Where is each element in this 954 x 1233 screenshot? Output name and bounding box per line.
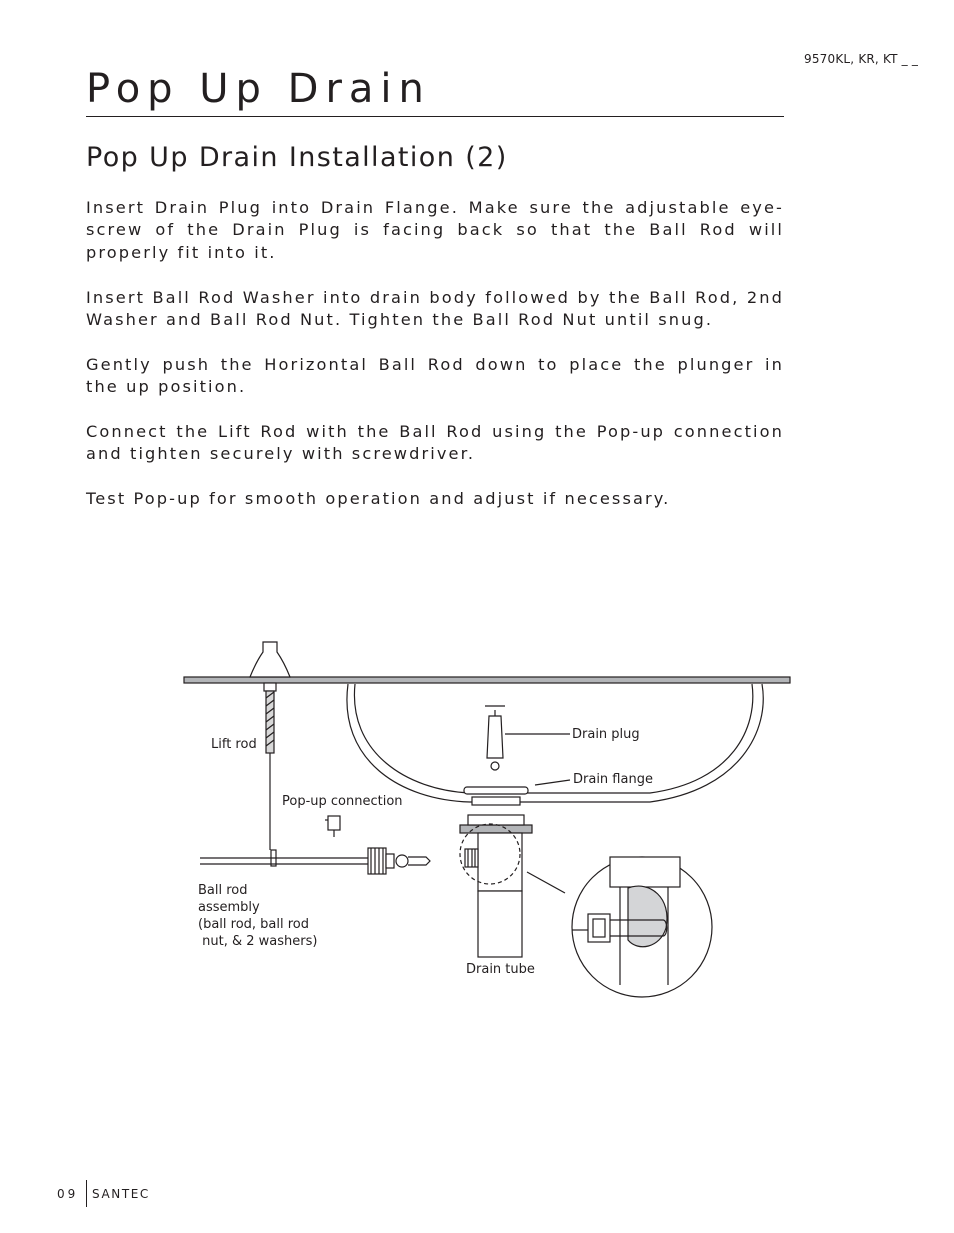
- instruction-step: Gently push the Horizontal Ball Rod down to place the plunger in the up position.: [86, 354, 784, 397]
- popup-clip: [328, 816, 340, 830]
- label-drain-tube: Drain tube: [466, 962, 535, 977]
- instruction-step: Test Pop-up for smooth operation and adjust if necessary.: [86, 489, 671, 509]
- lift-rod-knob: [250, 642, 290, 677]
- brand-name: SANTEC: [92, 1187, 150, 1201]
- basin-inner: [354, 684, 752, 793]
- label-drain-flange: Drain flange: [573, 772, 653, 787]
- page-title: Pop Up Drain: [86, 66, 431, 112]
- label-popup-connection: Pop-up connection: [282, 794, 403, 809]
- page-number: 09: [57, 1187, 79, 1201]
- label-drain-plug: Drain plug: [572, 727, 640, 742]
- label-ball-rod-assembly: Ball rod assembly (ball rod, ball rod nut, & 2 washers): [198, 883, 318, 949]
- instructions: [86, 197, 784, 533]
- installation-diagram: [180, 640, 800, 1000]
- instruction-step: Insert Ball Rod Washer into drain body followed by the Ball Rod, 2nd Washer and Ball Rod Nut. Tighten the Ball Rod Nut until snug.: [86, 287, 784, 330]
- ball-rod: [200, 858, 368, 864]
- countertop: [184, 677, 790, 683]
- footer-divider: [86, 1180, 87, 1207]
- drain-flange: [464, 787, 528, 794]
- model-number: 9570KL, KR, KT _ _: [804, 52, 919, 66]
- section-title: Pop Up Drain Installation (2): [86, 142, 508, 173]
- instruction-step: Connect the Lift Rod with the Ball Rod using the Pop-up connection and tighten securely with screwdriver.: [86, 422, 784, 464]
- drain-plug: [487, 716, 503, 758]
- label-lift-rod: Lift rod: [211, 737, 257, 752]
- instruction-step: Insert Drain Plug into Drain Flange. Make sure the adjustable eye-screw of the Drain Plug is facing back so that the Ball Rod will properly fit into it.: [86, 198, 784, 262]
- basin-outer: [347, 684, 763, 802]
- drain-tube: [478, 891, 522, 957]
- title-rule: [86, 116, 784, 117]
